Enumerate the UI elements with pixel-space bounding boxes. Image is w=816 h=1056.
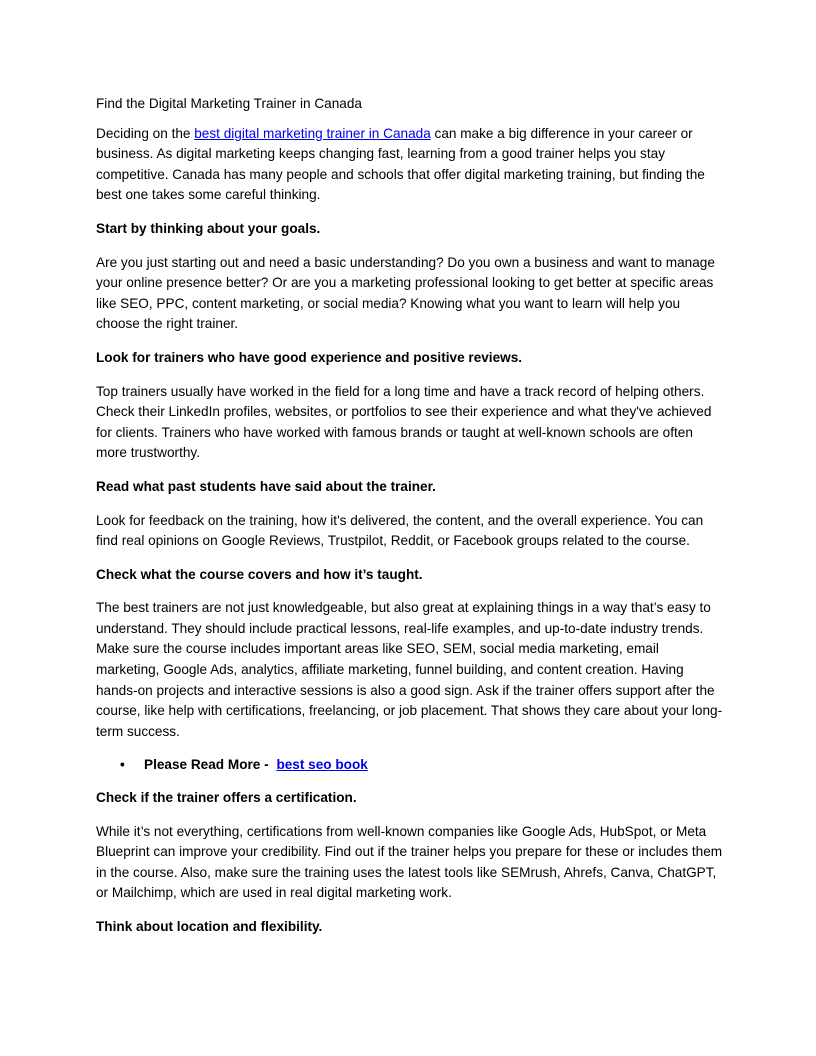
section-heading-certification: Check if the trainer offers a certification. — [96, 790, 357, 806]
section-body-reviews: Look for feedback on the training, how it's delivered, the content, and the overall experience. You can find real opinions on Google Reviews, Trustpilot, Reddit, or Facebook groups related to the course. — [96, 512, 704, 549]
section-body-experience: Top trainers usually have worked in the field for a long time and have a track record of helping others. Check their LinkedIn profiles, websites, or portfolios to see their experience and what they've achieved for clients. Trainers who have worked with famous brands or taught at well-known schools are often more trustworthy. — [96, 383, 712, 461]
section-body-course: The best trainers are not just knowledgeable, but also great at explaining things in a way that’s easy to understand. They should include practical lessons, real-life examples, and up-to-date industry trends. Make sure the course includes important areas like SEO, SEM, social media marketing, email marketing, Google Ads, analytics, affiliate marketing, funnel building, and content creation. Having hands-on projects and interactive sessions is also a good sign. Ask if the trainer offers support after the course, like help with certifications, freelancing, or job placement. That shows they care about your long-term success. — [96, 600, 723, 739]
section-heading-reviews: Read what past students have said about the trainer. — [96, 478, 436, 494]
section-heading-goals: Start by thinking about your goals. — [96, 220, 321, 236]
section-body-goals: Are you just starting out and need a basic understanding? Do you own a business and want to manage your online presence better? Or are you a marketing professional looking to get better at specific areas like SEO, PPC, content marketing, or social media? Knowing what you want to learn will help you choose the right trainer. — [96, 254, 715, 332]
document-title: Find the Digital Marketing Trainer in Canada — [96, 96, 362, 111]
intro-prefix: Deciding on the — [96, 125, 195, 141]
section-heading-experience: Look for trainers who have good experience and positive reviews. — [96, 349, 523, 365]
best-seo-book-link[interactable]: best seo book — [276, 757, 368, 773]
document-page — [96, 94, 724, 951]
read-more-item — [96, 755, 724, 776]
section-heading-location: Think about location and flexibility. — [96, 919, 323, 934]
read-more-list — [96, 755, 724, 776]
bullet-icon: • — [120, 757, 125, 773]
section-heading-course: Check what the course covers and how it’s taught. — [96, 566, 423, 582]
intro-paragraph — [96, 124, 724, 206]
trainer-canada-link[interactable]: best digital marketing trainer in Canada — [194, 125, 431, 141]
read-more-label: Please Read More - — [144, 757, 273, 773]
intro-suffix: can make a big difference in your career or business. As digital marketing keeps changing fast, learning from a good trainer helps you stay competitive. Canada has many people and schools that offer digital marketing training, but finding the best one takes some careful thinking. — [96, 125, 705, 203]
section-body-certification: While it’s not everything, certifications from well-known companies like Google Ads, HubSpot, or Meta Blueprint can improve your credibility. Find out if the trainer helps you prepare for these or includes them in the course. Also, make sure the training uses the latest tools like SEMrush, Ahrefs, Canva, ChatGPT, or Mailchimp, which are used in real digital marketing work. — [96, 823, 723, 901]
